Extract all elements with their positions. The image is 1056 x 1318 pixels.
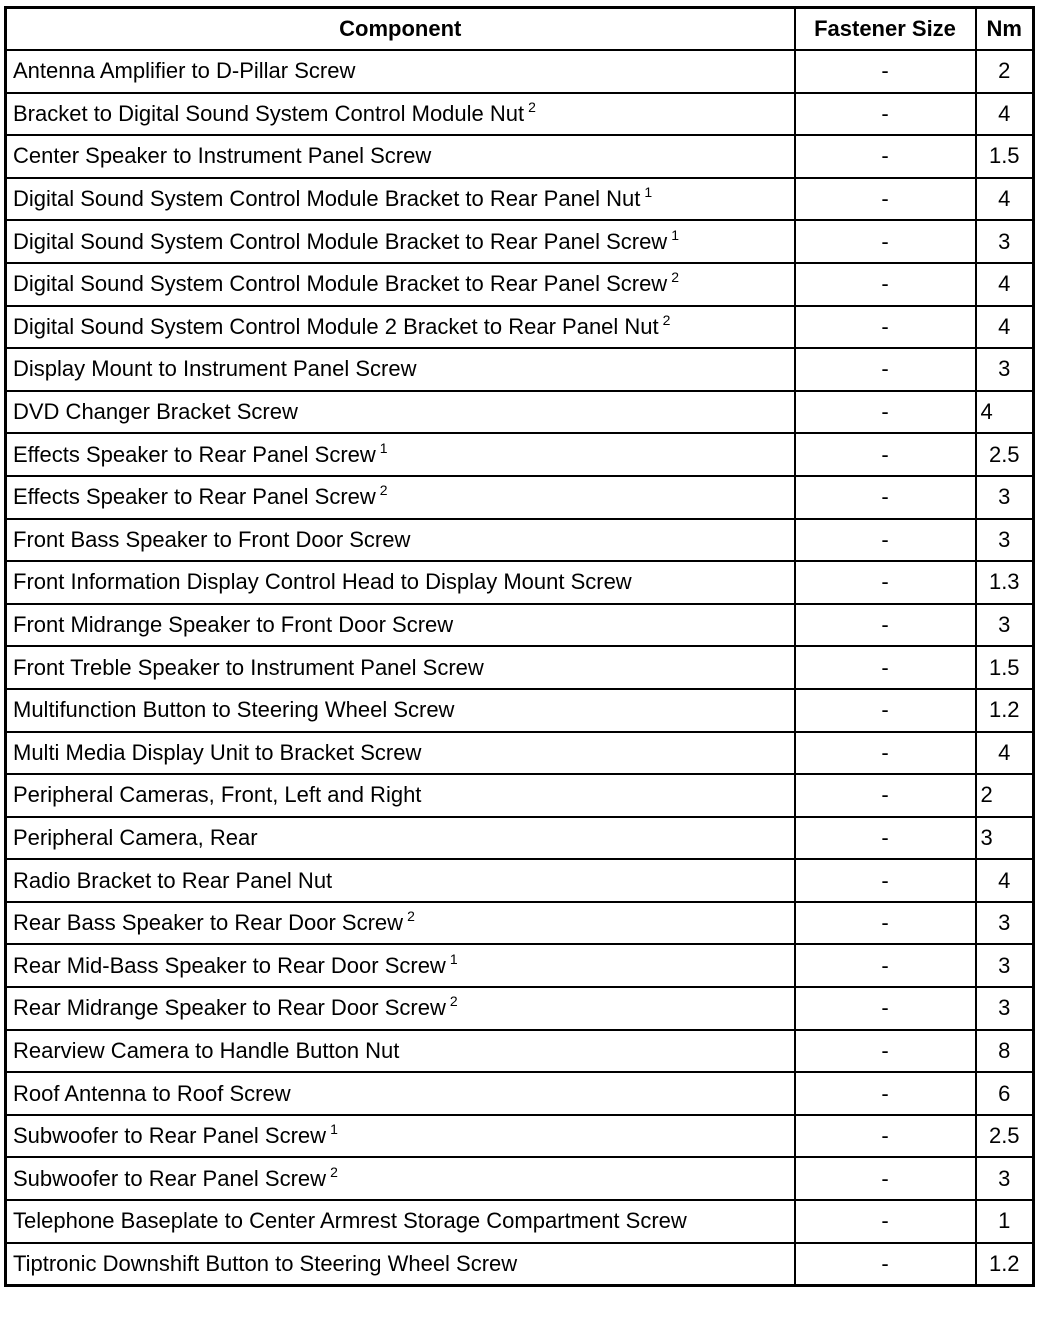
component-name: Telephone Baseplate to Center Armrest Storage Compartment Screw (13, 1208, 687, 1234)
footnote-marker: 1 (671, 226, 679, 243)
fastener-size-cell: - (795, 561, 976, 604)
component-name: Display Mount to Instrument Panel Screw (13, 356, 417, 382)
component-cell (6, 1030, 795, 1073)
component-name: Front Midrange Speaker to Front Door Screw (13, 612, 454, 638)
footnote-marker: 2 (330, 1163, 338, 1180)
component-name: Roof Antenna to Roof Screw (13, 1080, 291, 1106)
component-name: DVD Changer Bracket Screw (13, 399, 298, 425)
component-name: Radio Bracket to Rear Panel Nut (13, 867, 333, 893)
torque-nm-cell: 3 (976, 348, 1034, 391)
torque-nm-cell: 4 (976, 178, 1034, 221)
component-cell (6, 987, 795, 1030)
component-cell (6, 859, 795, 902)
table-row (6, 135, 1034, 178)
fastener-size-cell: - (795, 433, 976, 476)
component-name: Digital Sound System Control Module Bracket to Rear Panel Nut (13, 186, 641, 212)
table-row (6, 1200, 1034, 1243)
fastener-size-cell: - (795, 306, 976, 349)
table-row (6, 348, 1034, 391)
table-row (6, 859, 1034, 902)
component-cell (6, 646, 795, 689)
table-row (6, 178, 1034, 221)
component-name: Front Bass Speaker to Front Door Screw (13, 526, 411, 552)
footnote-marker: 2 (379, 482, 388, 499)
fastener-size-cell: - (795, 987, 976, 1030)
fastener-size-cell: - (795, 476, 976, 519)
footnote-marker: 2 (528, 98, 536, 115)
component-cell (6, 1243, 795, 1286)
column-header-fastener-size: Fastener Size (795, 8, 976, 51)
component-name: Front Treble Speaker to Instrument Panel Screw (13, 654, 484, 680)
table-row (6, 306, 1034, 349)
component-cell (6, 476, 795, 519)
component-cell (6, 561, 795, 604)
component-cell (6, 1157, 795, 1200)
component-cell (6, 604, 795, 647)
torque-nm-cell: 2 (976, 50, 1034, 93)
component-cell (6, 93, 795, 136)
torque-nm-cell: 1.2 (976, 689, 1034, 732)
fastener-size-cell: - (795, 348, 976, 391)
torque-nm-cell: 4 (976, 306, 1034, 349)
footnote-marker: 2 (407, 908, 415, 925)
component-name: Multi Media Display Unit to Bracket Screw (13, 739, 422, 765)
torque-nm-cell: 2.5 (976, 1115, 1034, 1158)
fastener-size-cell: - (795, 93, 976, 136)
component-cell (6, 178, 795, 221)
footnote-marker: 2 (671, 269, 679, 286)
fastener-size-cell: - (795, 604, 976, 647)
torque-nm-cell: 3 (976, 519, 1034, 562)
footnote-marker: 1 (379, 439, 388, 456)
fastener-size-cell: - (795, 50, 976, 93)
table-row (6, 1115, 1034, 1158)
component-cell (6, 50, 795, 93)
table-row (6, 220, 1034, 263)
table-row (6, 817, 1034, 860)
component-name: Rear Midrange Speaker to Rear Door Screw (13, 995, 446, 1021)
torque-nm-cell: 4 (976, 93, 1034, 136)
table-row (6, 50, 1034, 93)
fastener-size-cell: - (795, 1072, 976, 1115)
component-name: Digital Sound System Control Module 2 Bracket to Rear Panel Nut (13, 313, 659, 339)
torque-spec-table (4, 6, 1035, 1287)
fastener-size-cell: - (795, 1115, 976, 1158)
table-row (6, 944, 1034, 987)
table-row (6, 263, 1034, 306)
component-name: Tiptronic Downshift Button to Steering Wheel Screw (13, 1250, 518, 1276)
torque-nm-cell: 4 (976, 859, 1034, 902)
fastener-size-cell: - (795, 1030, 976, 1073)
fastener-size-cell: - (795, 774, 976, 817)
component-cell (6, 732, 795, 775)
fastener-size-cell: - (795, 178, 976, 221)
torque-nm-cell: 8 (976, 1030, 1034, 1073)
component-cell (6, 902, 795, 945)
component-name: Rearview Camera to Handle Button Nut (13, 1037, 400, 1063)
table-row (6, 774, 1034, 817)
torque-nm-cell: 4 (976, 391, 1034, 434)
component-cell (6, 817, 795, 860)
table-row (6, 561, 1034, 604)
component-cell (6, 433, 795, 476)
component-name: Subwoofer to Rear Panel Screw (13, 1165, 327, 1191)
torque-nm-cell: 3 (976, 604, 1034, 647)
component-cell (6, 1115, 795, 1158)
torque-nm-cell: 1.3 (976, 561, 1034, 604)
table-body (6, 50, 1034, 1286)
fastener-size-cell: - (795, 1157, 976, 1200)
fastener-size-cell: - (795, 1200, 976, 1243)
component-cell (6, 263, 795, 306)
component-name: Center Speaker to Instrument Panel Screw (13, 143, 432, 169)
component-cell (6, 519, 795, 562)
footnote-marker: 1 (330, 1121, 338, 1138)
table-row (6, 732, 1034, 775)
component-cell (6, 689, 795, 732)
footnote-marker: 2 (662, 311, 671, 328)
component-cell (6, 135, 795, 178)
component-cell (6, 220, 795, 263)
torque-nm-cell: 3 (976, 220, 1034, 263)
component-cell (6, 944, 795, 987)
component-name: Antenna Amplifier to D-Pillar Screw (13, 58, 356, 84)
component-name: Multifunction Button to Steering Wheel Screw (13, 697, 455, 723)
table-row (6, 604, 1034, 647)
torque-nm-cell: 4 (976, 732, 1034, 775)
table-row (6, 519, 1034, 562)
torque-nm-cell: 3 (976, 987, 1034, 1030)
torque-nm-cell: 3 (976, 902, 1034, 945)
component-name: Rear Bass Speaker to Rear Door Screw (13, 910, 404, 936)
fastener-size-cell: - (795, 220, 976, 263)
torque-nm-cell: 1.2 (976, 1243, 1034, 1286)
fastener-size-cell: - (795, 859, 976, 902)
torque-nm-cell: 2 (976, 774, 1034, 817)
component-cell (6, 774, 795, 817)
fastener-size-cell: - (795, 689, 976, 732)
torque-nm-cell: 3 (976, 817, 1034, 860)
column-header-nm: Nm (976, 8, 1034, 51)
component-name: Effects Speaker to Rear Panel Screw (13, 441, 376, 467)
table-row (6, 902, 1034, 945)
table-row (6, 1072, 1034, 1115)
table-row (6, 476, 1034, 519)
component-name: Bracket to Digital Sound System Control Module Nut (13, 100, 525, 126)
component-cell (6, 306, 795, 349)
fastener-size-cell: - (795, 391, 976, 434)
torque-nm-cell: 6 (976, 1072, 1034, 1115)
component-name: Subwoofer to Rear Panel Screw (13, 1123, 327, 1149)
torque-nm-cell: 1.5 (976, 135, 1034, 178)
fastener-size-cell: - (795, 519, 976, 562)
fastener-size-cell: - (795, 944, 976, 987)
component-name: Peripheral Cameras, Front, Left and Right (13, 782, 422, 808)
component-name: Peripheral Camera, Rear (13, 824, 258, 850)
table-row (6, 1243, 1034, 1286)
fastener-size-cell: - (795, 817, 976, 860)
table-row (6, 391, 1034, 434)
torque-nm-cell: 3 (976, 476, 1034, 519)
component-name: Front Information Display Control Head to Display Mount Screw (13, 569, 632, 595)
footnote-marker: 1 (449, 950, 458, 967)
torque-nm-cell: 3 (976, 1157, 1034, 1200)
fastener-size-cell: - (795, 646, 976, 689)
component-name: Rear Mid-Bass Speaker to Rear Door Screw (13, 952, 446, 978)
column-header-component: Component (6, 8, 795, 51)
footnote-marker: 1 (644, 184, 653, 201)
fastener-size-cell: - (795, 263, 976, 306)
component-cell (6, 391, 795, 434)
table-header-row (6, 8, 1034, 51)
table-row (6, 689, 1034, 732)
torque-nm-cell: 1 (976, 1200, 1034, 1243)
component-cell (6, 1200, 795, 1243)
torque-nm-cell: 4 (976, 263, 1034, 306)
torque-nm-cell: 1.5 (976, 646, 1034, 689)
table-row (6, 1030, 1034, 1073)
torque-nm-cell: 2.5 (976, 433, 1034, 476)
fastener-size-cell: - (795, 902, 976, 945)
component-name: Digital Sound System Control Module Bracket to Rear Panel Screw (13, 228, 668, 254)
table-row (6, 1157, 1034, 1200)
component-cell (6, 1072, 795, 1115)
footnote-marker: 2 (449, 993, 458, 1010)
table-row (6, 646, 1034, 689)
fastener-size-cell: - (795, 135, 976, 178)
fastener-size-cell: - (795, 732, 976, 775)
component-name: Effects Speaker to Rear Panel Screw (13, 484, 376, 510)
table-row (6, 93, 1034, 136)
fastener-size-cell: - (795, 1243, 976, 1286)
table-row (6, 433, 1034, 476)
component-name: Digital Sound System Control Module Bracket to Rear Panel Screw (13, 271, 668, 297)
table-row (6, 987, 1034, 1030)
component-cell (6, 348, 795, 391)
torque-nm-cell: 3 (976, 944, 1034, 987)
